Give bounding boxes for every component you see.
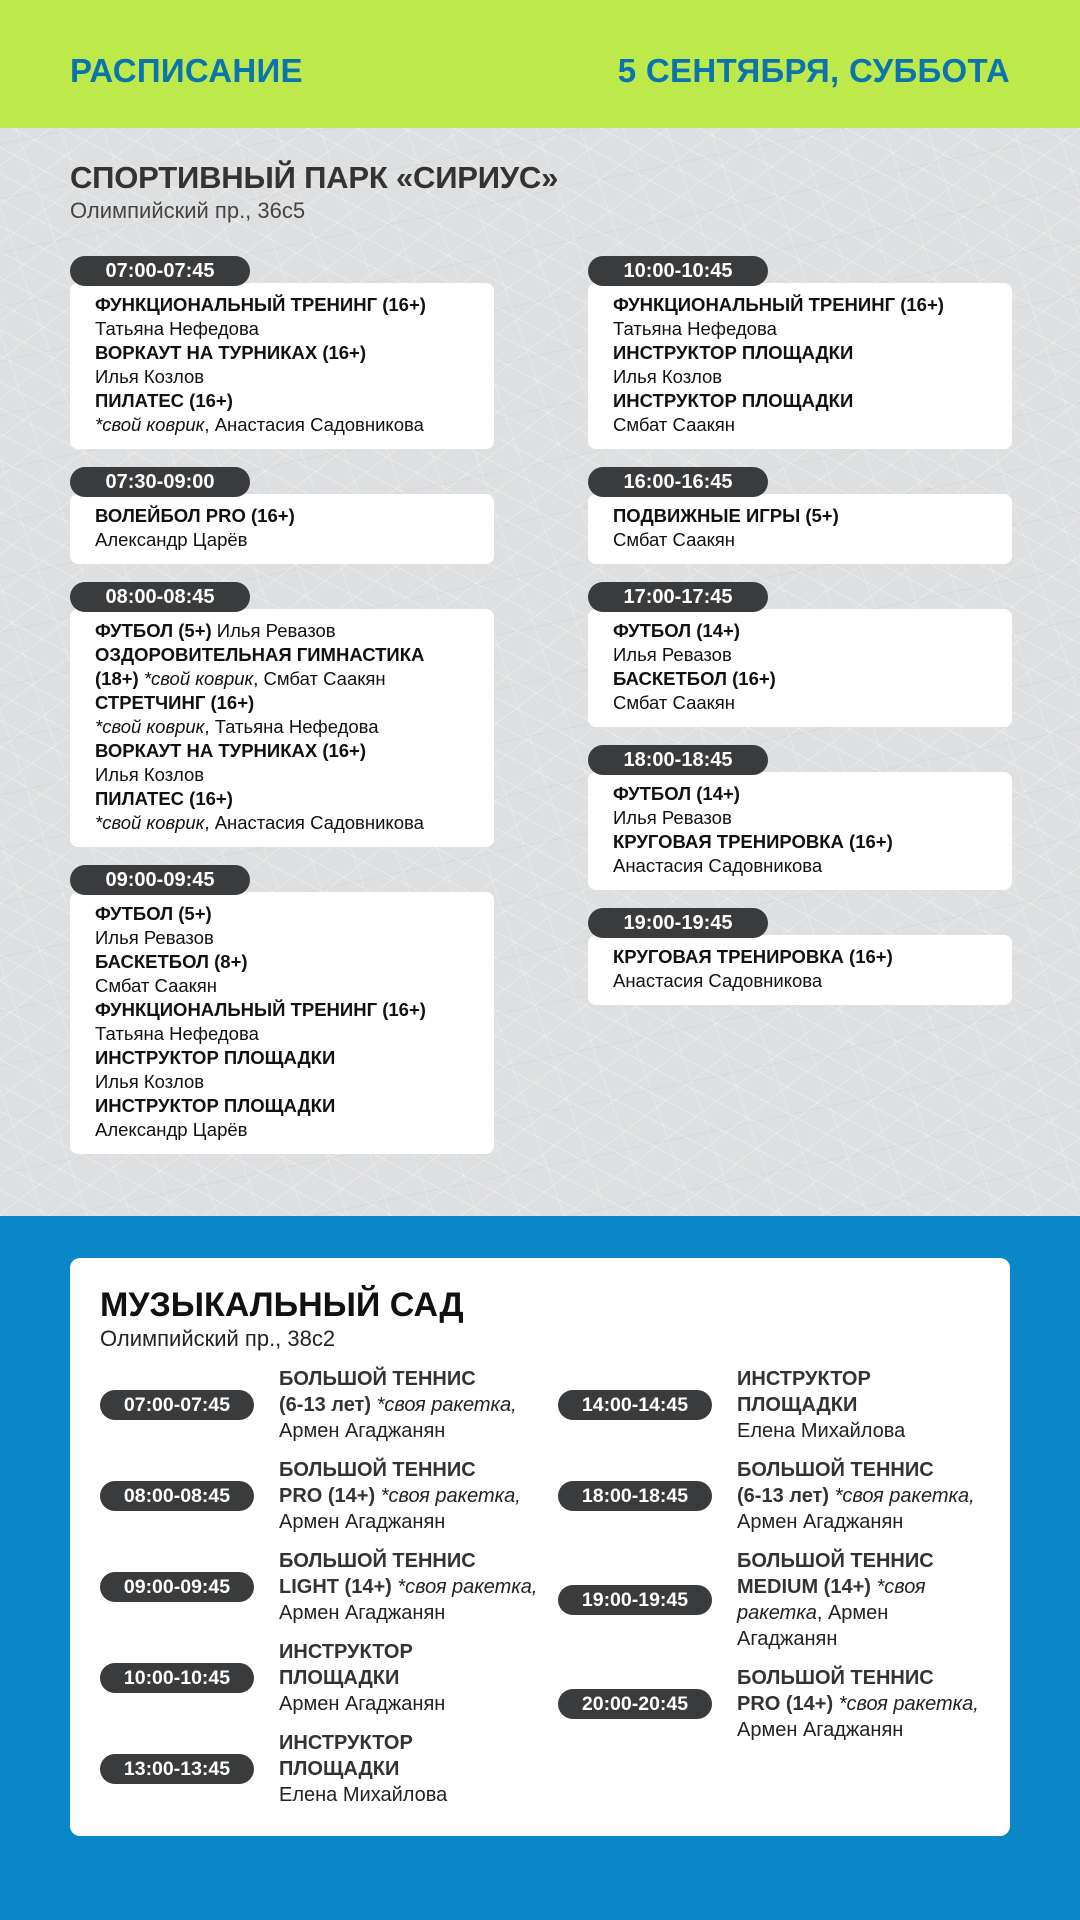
activity-name: ИНСТРУКТОР	[279, 1641, 413, 1663]
time-slot	[588, 582, 1012, 727]
garden-row	[100, 1730, 540, 1808]
entry-line	[95, 341, 469, 365]
entry-line	[95, 1094, 469, 1118]
time-pill: 09:00-09:45	[100, 1572, 254, 1602]
equipment-note: *своя ракетка,	[391, 1576, 538, 1598]
entry-line	[95, 619, 469, 643]
activity-name: ИНСТРУКТОР ПЛОЩАДКИ	[95, 1047, 336, 1068]
entry-line	[95, 811, 469, 835]
activity-name: PRO (14+)	[279, 1485, 376, 1507]
instructor-name: Смбат Саакян	[613, 692, 736, 713]
entry-line	[613, 643, 987, 667]
entry-line	[613, 317, 987, 341]
entry-line	[95, 1022, 469, 1046]
park-title: СПОРТИВНЫЙ ПАРК «СИРИУС»	[70, 160, 559, 195]
time-pill: 07:00-07:45	[70, 256, 250, 286]
entry-line	[95, 413, 469, 437]
activity-card	[588, 935, 1012, 1005]
instructor-name: Илья Козлов	[95, 366, 205, 387]
instructor-name: , Смбат Саакян	[253, 668, 386, 689]
entry-line	[737, 1509, 975, 1535]
time-pill: 18:00-18:45	[558, 1481, 712, 1511]
entry-line	[613, 504, 987, 528]
activity-name: БОЛЬШОЙ ТЕННИС	[737, 1550, 934, 1572]
instructor-name: Армен Агаджанян	[737, 1511, 904, 1533]
time-pill: 18:00-18:45	[588, 745, 768, 775]
activity-name: ВОРКАУТ НА ТУРНИКАХ (16+)	[95, 342, 367, 363]
entry-line	[95, 926, 469, 950]
activity-name: БОЛЬШОЙ ТЕННИС	[279, 1368, 476, 1390]
activity-name: СТРЕТЧИНГ (16+)	[95, 692, 255, 713]
time-pill: 14:00-14:45	[558, 1390, 712, 1420]
equipment-note: *свой коврик	[138, 668, 254, 689]
equipment-note: *своя ракетка,	[829, 1485, 975, 1507]
garden-row	[558, 1665, 998, 1743]
activity-name: ФУТБОЛ (5+)	[95, 903, 212, 924]
activity-name: ОЗДОРОВИТЕЛЬНАЯ ГИМНАСТИКА	[95, 644, 425, 665]
instructor-name: Смбат Саакян	[613, 414, 736, 435]
time-pill: 17:00-17:45	[588, 582, 768, 612]
garden-row	[558, 1457, 998, 1535]
garden-activity	[737, 1665, 979, 1743]
time-slot	[588, 745, 1012, 890]
time-slot	[70, 865, 494, 1154]
garden-activity	[279, 1457, 521, 1535]
equipment-note: *свой коврик	[95, 414, 205, 435]
activity-card	[588, 283, 1012, 449]
instructor-name: , Армен	[816, 1602, 889, 1624]
activity-name: ПОДВИЖНЫЕ ИГРЫ (5+)	[613, 505, 839, 526]
activity-name: ИНСТРУКТОР ПЛОЩАДКИ	[613, 342, 854, 363]
activity-name: БОЛЬШОЙ ТЕННИС	[737, 1459, 934, 1481]
entry-line	[613, 969, 987, 993]
activity-card	[70, 609, 494, 847]
entry-line	[95, 389, 469, 413]
entry-line	[613, 806, 987, 830]
entry-line	[613, 854, 987, 878]
instructor-name: Анастасия Садовникова	[613, 855, 823, 876]
entry-line	[279, 1691, 445, 1717]
entry-line	[95, 950, 469, 974]
activity-name: БАСКЕТБОЛ (8+)	[95, 951, 248, 972]
instructor-name: Илья Козлов	[95, 1071, 205, 1092]
entry-line	[613, 365, 987, 389]
time-pill: 16:00-16:45	[588, 467, 768, 497]
entry-line	[613, 619, 987, 643]
time-pill: 07:30-09:00	[70, 467, 250, 497]
music-garden-section	[70, 1258, 1010, 1836]
entry-line	[279, 1366, 517, 1392]
instructor-name: Александр Царёв	[95, 529, 248, 550]
instructor-name: Илья Ревазов	[613, 644, 732, 665]
entry-line	[279, 1730, 447, 1756]
time-pill: 19:00-19:45	[588, 908, 768, 938]
time-pill: 10:00-10:45	[588, 256, 768, 286]
time-slot	[70, 467, 494, 564]
instructor-name: Смбат Саакян	[95, 975, 218, 996]
instructor-name: Илья Козлов	[95, 764, 205, 785]
time-slot	[70, 256, 494, 449]
entry-line	[737, 1418, 905, 1444]
time-pill: 20:00-20:45	[558, 1689, 712, 1719]
time-slot	[588, 908, 1012, 1005]
entry-line	[279, 1392, 517, 1418]
time-pill: 08:00-08:45	[100, 1481, 254, 1511]
entry-line	[737, 1691, 979, 1717]
entry-line	[95, 293, 469, 317]
activity-card	[70, 283, 494, 449]
garden-row	[100, 1366, 540, 1444]
instructor-name: Илья Ревазов	[95, 927, 214, 948]
entry-line	[279, 1574, 537, 1600]
activity-name: ФУТБОЛ (5+)	[95, 620, 212, 641]
entry-line	[95, 667, 469, 691]
instructor-name: Елена Михайлова	[737, 1420, 906, 1442]
header-bar	[0, 0, 1080, 128]
activity-name: ФУНКЦИОНАЛЬНЫЙ ТРЕНИНГ (16+)	[613, 294, 944, 315]
entry-line	[95, 1118, 469, 1142]
equipment-note: ракетка	[737, 1602, 817, 1624]
instructor-name: Татьяна Нефедова	[95, 318, 259, 339]
instructor-name: Илья Козлов	[613, 366, 723, 387]
time-pill: 10:00-10:45	[100, 1663, 254, 1693]
garden-activity	[279, 1366, 517, 1444]
activity-name: КРУГОВАЯ ТРЕНИРОВКА (16+)	[613, 831, 893, 852]
instructor-name: Александр Царёв	[95, 1119, 248, 1140]
activity-name: ПЛОЩАДКИ	[279, 1758, 400, 1780]
activity-name: ФУНКЦИОНАЛЬНЫЙ ТРЕНИНГ (16+)	[95, 999, 426, 1020]
activity-name: БОЛЬШОЙ ТЕННИС	[279, 1550, 476, 1572]
entry-line	[737, 1392, 905, 1418]
entry-line	[613, 341, 987, 365]
time-slot	[588, 256, 1012, 449]
garden-row	[100, 1457, 540, 1535]
instructor-name: , Анастасия Садовникова	[204, 414, 424, 435]
entry-line	[737, 1600, 934, 1626]
time-pill: 19:00-19:45	[558, 1585, 712, 1615]
instructor-name: , Татьяна Нефедова	[204, 716, 379, 737]
entry-line	[613, 782, 987, 806]
entry-line	[95, 504, 469, 528]
entry-line	[95, 365, 469, 389]
entry-line	[95, 317, 469, 341]
instructor-name: Армен Агаджанян	[279, 1511, 446, 1533]
entry-line	[95, 691, 469, 715]
time-pill: 09:00-09:45	[70, 865, 250, 895]
activity-name: ФУНКЦИОНАЛЬНЫЙ ТРЕНИНГ (16+)	[95, 294, 426, 315]
garden-activity	[279, 1548, 537, 1626]
activity-card	[70, 892, 494, 1154]
equipment-note: *свой коврик	[95, 812, 205, 833]
instructor-name: Илья Ревазов	[613, 807, 732, 828]
entry-line	[613, 667, 987, 691]
activity-card	[588, 609, 1012, 727]
activity-name: ИНСТРУКТОР	[279, 1732, 413, 1754]
garden-title: МУЗЫКАЛЬНЫЙ САД	[100, 1286, 464, 1324]
entry-line	[95, 1046, 469, 1070]
entry-line	[737, 1665, 979, 1691]
instructor-name: Татьяна Нефедова	[95, 1023, 259, 1044]
entry-line	[737, 1548, 934, 1574]
activity-name: ПИЛАТЕС (16+)	[95, 788, 233, 809]
garden-row	[100, 1639, 540, 1717]
garden-column-right	[558, 1366, 998, 1756]
entry-line	[279, 1483, 521, 1509]
garden-column-left	[100, 1366, 540, 1821]
entry-line	[737, 1457, 975, 1483]
activity-name: PRO (14+)	[737, 1693, 834, 1715]
instructor-name: Анастасия Садовникова	[613, 970, 823, 991]
equipment-note: *своя ракетка,	[371, 1394, 517, 1416]
entry-line	[279, 1665, 445, 1691]
entry-line	[613, 830, 987, 854]
entry-line	[737, 1574, 934, 1600]
garden-row	[100, 1548, 540, 1626]
equipment-note: *свой коврик	[95, 716, 205, 737]
sports-park-section	[0, 128, 1080, 1216]
time-pill: 08:00-08:45	[70, 582, 250, 612]
instructor-name: Армен Агаджанян	[279, 1420, 446, 1442]
instructor-name: Агаджанян	[737, 1628, 838, 1650]
activity-card	[588, 494, 1012, 564]
entry-line	[613, 293, 987, 317]
instructor-name: Елена Михайлова	[279, 1784, 448, 1806]
activity-name: ВОЛЕЙБОЛ PRO (16+)	[95, 505, 295, 526]
entry-line	[613, 389, 987, 413]
entry-line	[737, 1717, 979, 1743]
activity-name: (18+)	[95, 668, 139, 689]
activity-name: БОЛЬШОЙ ТЕННИС	[279, 1459, 476, 1481]
equipment-note: *своя ракетка,	[375, 1485, 521, 1507]
activity-name: ФУТБОЛ (14+)	[613, 783, 740, 804]
garden-row	[558, 1366, 998, 1444]
entry-line	[613, 528, 987, 552]
activity-card	[70, 494, 494, 564]
entry-line	[737, 1626, 934, 1652]
entry-line	[279, 1756, 447, 1782]
activity-name: LIGHT (14+)	[279, 1576, 392, 1598]
entry-line	[737, 1483, 975, 1509]
garden-activity	[737, 1366, 905, 1444]
activity-name: (6-13 лет)	[279, 1394, 372, 1416]
activity-name: ПИЛАТЕС (16+)	[95, 390, 233, 411]
park-column-right	[588, 256, 1012, 1023]
equipment-note: *своя ракетка,	[833, 1693, 979, 1715]
entry-line	[279, 1457, 521, 1483]
activity-name: ПЛОЩАДКИ	[279, 1667, 400, 1689]
entry-line	[95, 998, 469, 1022]
instructor-name: Армен Агаджанян	[737, 1719, 904, 1741]
entry-line	[737, 1366, 905, 1392]
schedule-title: РАСПИСАНИЕ	[70, 52, 303, 89]
garden-row	[558, 1548, 998, 1652]
entry-line	[279, 1782, 447, 1808]
garden-activity	[737, 1548, 934, 1652]
entry-line	[95, 1070, 469, 1094]
entry-line	[95, 974, 469, 998]
time-slot	[588, 467, 1012, 564]
time-pill: 07:00-07:45	[100, 1390, 254, 1420]
instructor-name: Илья Ревазов	[211, 620, 336, 641]
entry-line	[613, 413, 987, 437]
entry-line	[279, 1600, 537, 1626]
garden-activity	[279, 1639, 445, 1717]
time-slot	[70, 582, 494, 847]
instructor-name: Татьяна Нефедова	[613, 318, 777, 339]
park-column-left	[70, 256, 494, 1172]
entry-line	[613, 945, 987, 969]
activity-name: ФУТБОЛ (14+)	[613, 620, 740, 641]
activity-name: ИНСТРУКТОР ПЛОЩАДКИ	[613, 390, 854, 411]
activity-name: ПЛОЩАДКИ	[737, 1394, 858, 1416]
entry-line	[95, 763, 469, 787]
activity-name: КРУГОВАЯ ТРЕНИРОВКА (16+)	[613, 946, 893, 967]
entry-line	[95, 902, 469, 926]
entry-line	[279, 1418, 517, 1444]
activity-name: (6-13 лет)	[737, 1485, 830, 1507]
garden-activity	[737, 1457, 975, 1535]
instructor-name: , Анастасия Садовникова	[204, 812, 424, 833]
activity-name: БАСКЕТБОЛ (16+)	[613, 668, 776, 689]
activity-card	[588, 772, 1012, 890]
time-pill: 13:00-13:45	[100, 1754, 254, 1784]
entry-line	[95, 739, 469, 763]
entry-line	[279, 1548, 537, 1574]
garden-address: Олимпийский пр., 38с2	[100, 1326, 336, 1351]
activity-name: ИНСТРУКТОР	[737, 1368, 871, 1390]
entry-line	[95, 715, 469, 739]
park-address: Олимпийский пр., 36с5	[70, 198, 306, 223]
activity-name: ВОРКАУТ НА ТУРНИКАХ (16+)	[95, 740, 367, 761]
equipment-note: *своя	[870, 1576, 926, 1598]
activity-name: ИНСТРУКТОР ПЛОЩАДКИ	[95, 1095, 336, 1116]
entry-line	[613, 691, 987, 715]
schedule-date: 5 СЕНТЯБРЯ, СУББОТА	[617, 52, 1010, 89]
instructor-name: Смбат Саакян	[613, 529, 736, 550]
entry-line	[279, 1509, 521, 1535]
instructor-name: Армен Агаджанян	[279, 1602, 446, 1624]
activity-name: MEDIUM (14+)	[737, 1576, 871, 1598]
instructor-name: Армен Агаджанян	[279, 1693, 446, 1715]
garden-activity	[279, 1730, 447, 1808]
entry-line	[95, 787, 469, 811]
entry-line	[279, 1639, 445, 1665]
entry-line	[95, 643, 469, 667]
activity-name: БОЛЬШОЙ ТЕННИС	[737, 1667, 934, 1689]
entry-line	[95, 528, 469, 552]
